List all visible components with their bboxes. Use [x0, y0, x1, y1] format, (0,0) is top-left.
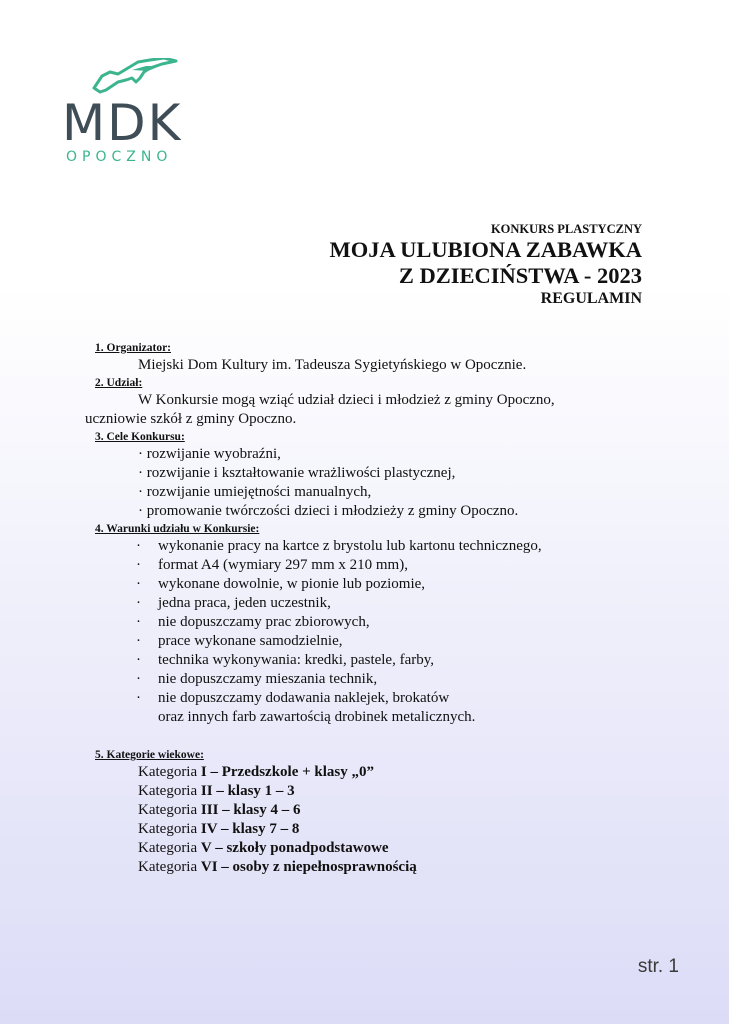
goal-item: · promowanie twórczości dzieci i młodzieży z gminy Opoczno.	[138, 503, 519, 519]
category-item	[95, 839, 655, 858]
condition-text: wykonanie pracy na kartce z brystolu lub kartonu technicznego,	[158, 538, 542, 554]
condition-item	[95, 575, 655, 594]
condition-item	[95, 670, 655, 689]
condition-text: nie dopuszczamy dodawania naklejek, brokatów	[158, 690, 450, 706]
category-prefix: Kategoria	[138, 821, 198, 837]
bullet: ·	[136, 595, 141, 611]
bullet: ·	[136, 538, 141, 554]
document-header	[329, 221, 642, 309]
category-name: IV – klasy 7 – 8	[200, 821, 300, 837]
condition-item	[95, 556, 655, 575]
bullet: ·	[136, 576, 141, 592]
condition-item	[95, 594, 655, 613]
goal-item: · rozwijanie umiejętności manualnych,	[138, 484, 372, 500]
organizer-text: Miejski Dom Kultury im. Tadeusza Sygietyńskiego w Opocznie.	[138, 357, 527, 373]
category-prefix: Kategoria	[138, 840, 198, 856]
bullet: ·	[136, 557, 141, 573]
category-item	[95, 820, 655, 839]
goal-item: · rozwijanie i kształtowanie wrażliwości plastycznej,	[138, 465, 456, 481]
condition-item	[95, 632, 655, 651]
mdk-logo	[62, 58, 192, 168]
condition-text: prace wykonane samodzielnie,	[158, 633, 343, 649]
category-prefix: Kategoria	[138, 859, 198, 875]
section-heading-organizer: 1. Organizator:	[95, 342, 172, 354]
condition-text: nie dopuszczamy mieszania technik,	[158, 671, 378, 687]
category-prefix: Kategoria	[138, 764, 198, 780]
horse-icon	[88, 58, 178, 94]
category-name: II – klasy 1 – 3	[200, 783, 295, 799]
bullet: ·	[136, 671, 141, 687]
condition-continuation: oraz innych farb zawartością drobinek metalicznych.	[158, 709, 476, 725]
logo-main-text: MDK	[62, 94, 183, 152]
title-line-1: MOJA ULUBIONA ZABAWKA	[329, 237, 642, 262]
condition-item	[95, 651, 655, 670]
subtitle: REGULAMIN	[540, 290, 642, 307]
bullet: ·	[136, 633, 141, 649]
condition-item	[95, 537, 655, 556]
bullet: ·	[136, 652, 141, 668]
category-name: V – szkoły ponadpodstawowe	[200, 840, 389, 856]
category-prefix: Kategoria	[138, 802, 198, 818]
condition-item	[95, 613, 655, 632]
category-item	[95, 763, 655, 782]
section-heading-categories: 5. Kategorie wiekowe:	[95, 749, 204, 761]
regulations-body	[85, 340, 655, 877]
bullet: ·	[136, 614, 141, 630]
participation-line-1: W Konkursie mogą wziąć udział dzieci i młodzież z gminy Opoczno,	[138, 392, 555, 408]
section-heading-goals: 3. Cele Konkursu:	[95, 431, 185, 443]
participation-line-2: uczniowie szkół z gminy Opoczno.	[85, 411, 297, 427]
spacer	[95, 727, 655, 747]
condition-text: wykonane dowolnie, w pionie lub poziomie,	[158, 576, 426, 592]
condition-text: technika wykonywania: kredki, pastele, farby,	[158, 652, 435, 668]
category-name: I – Przedszkole + klasy „0”	[200, 764, 375, 780]
condition-text: jedna praca, jeden uczestnik,	[158, 595, 331, 611]
goal-item: · rozwijanie wyobraźni,	[138, 446, 281, 462]
bullet: ·	[136, 690, 141, 706]
category-item	[95, 782, 655, 801]
condition-text: nie dopuszczamy prac zbiorowych,	[158, 614, 370, 630]
category-item	[95, 858, 655, 877]
section-heading-conditions: 4. Warunki udziału w Konkursie:	[95, 523, 260, 535]
condition-text: format A4 (wymiary 297 mm x 210 mm),	[158, 557, 408, 573]
kicker: KONKURS PLASTYCZNY	[490, 222, 642, 236]
category-prefix: Kategoria	[138, 783, 198, 799]
section-heading-participation: 2. Udział:	[95, 377, 143, 389]
category-name: VI – osoby z niepełnosprawnością	[200, 859, 417, 875]
category-item	[95, 801, 655, 820]
page-number: str. 1	[637, 956, 679, 977]
logo-sub-text: OPOCZNO	[66, 149, 173, 165]
title-line-2: Z DZIECIŃSTWA - 2023	[398, 263, 642, 288]
category-name: III – klasy 4 – 6	[200, 802, 301, 818]
condition-item	[95, 689, 655, 708]
